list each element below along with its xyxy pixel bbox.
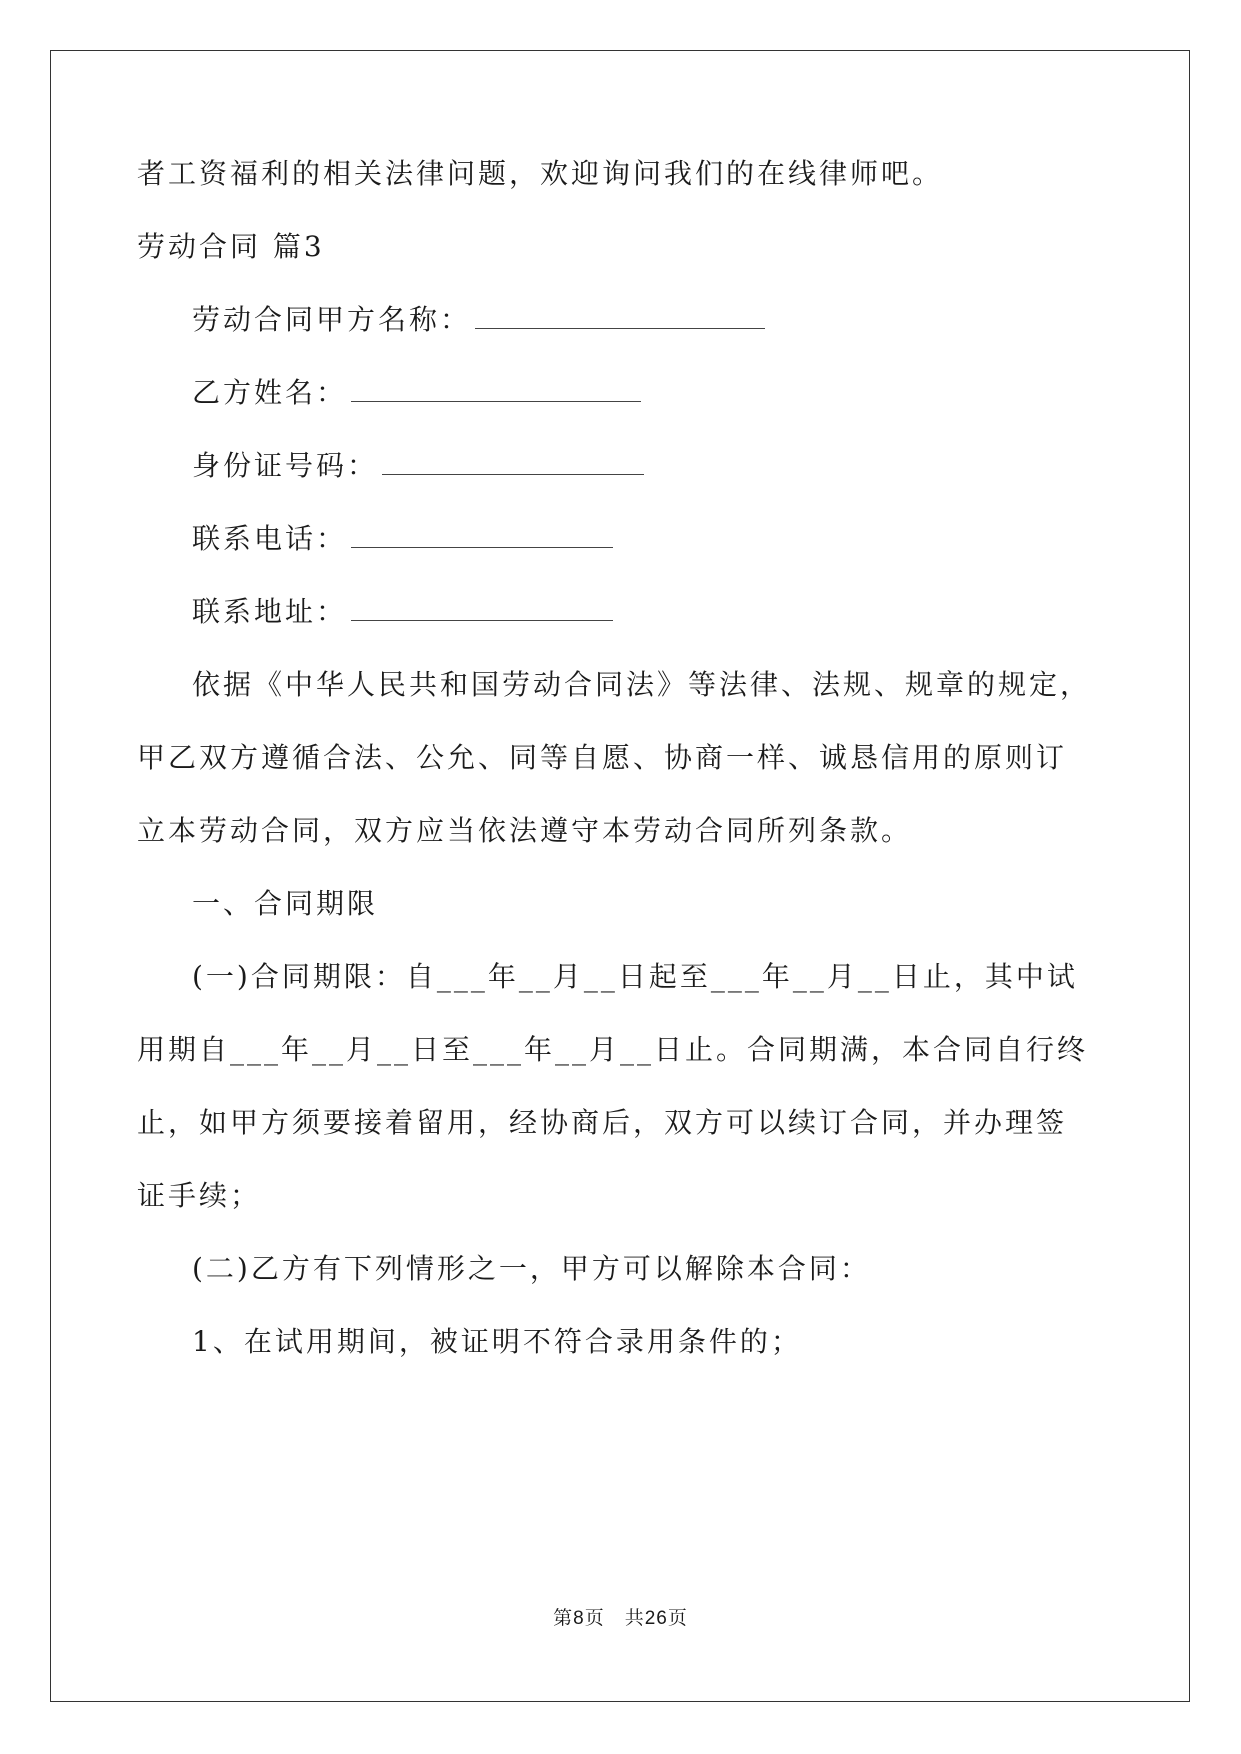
form-field-address (192, 592, 613, 632)
form-field-party-a-name (192, 300, 765, 340)
field-label: 劳动合同甲方名称： (192, 303, 472, 336)
blank-line (351, 375, 641, 402)
page-prefix: 第 (553, 1607, 574, 1629)
form-field-id-number (192, 446, 644, 486)
text-line: (一)合同期限：自___年__月__日起至___年__月__日止，其中试 (192, 960, 1078, 993)
form-field-party-b-name (192, 373, 641, 413)
blank-line (382, 448, 644, 475)
page-frame (50, 50, 1190, 1702)
field-label: 乙方姓名： (192, 376, 348, 409)
page-suffix: 页 (667, 1607, 688, 1629)
blank-line (475, 302, 765, 329)
field-label: 联系地址： (192, 595, 348, 628)
text-line: 者工资福利的相关法律问题，欢迎询问我们的在线律师吧。 (137, 157, 944, 190)
text-line: 依据《中华人民共和国劳动合同法》等法律、法规、规章的规定， (192, 668, 1092, 701)
page-footer (0, 1603, 1241, 1630)
field-label: 联系电话： (192, 522, 348, 555)
text-line: 立本劳动合同，双方应当依法遵守本劳动合同所列条款。 (137, 814, 913, 847)
text-line: 1、在试用期间，被证明不符合录用条件的； (192, 1325, 802, 1358)
text-line: 甲乙双方遵循合法、公允、同等自愿、协商一样、诚恳信用的原则订 (137, 741, 1068, 774)
text-line: 用期自___年__月__日至___年__月__日止。合同期满，本合同自行终 (137, 1033, 1089, 1066)
blank-line (351, 594, 613, 621)
form-field-phone (192, 519, 613, 559)
page-current: 8 (573, 1608, 585, 1629)
text-line: 证手续； (137, 1179, 262, 1212)
section-heading: 劳动合同 篇3 (137, 230, 325, 263)
blank-line (351, 521, 613, 548)
page-mid: 页 共 (584, 1607, 645, 1629)
page-total: 26 (644, 1608, 668, 1629)
text-line: 止，如甲方须要接着留用，经协商后，双方可以续订合同，并办理签 (137, 1106, 1068, 1139)
text-line: (二)乙方有下列情形之一，甲方可以解除本合同： (192, 1252, 871, 1285)
field-label: 身份证号码： (192, 449, 379, 482)
section-heading: 一、合同期限 (192, 887, 379, 920)
